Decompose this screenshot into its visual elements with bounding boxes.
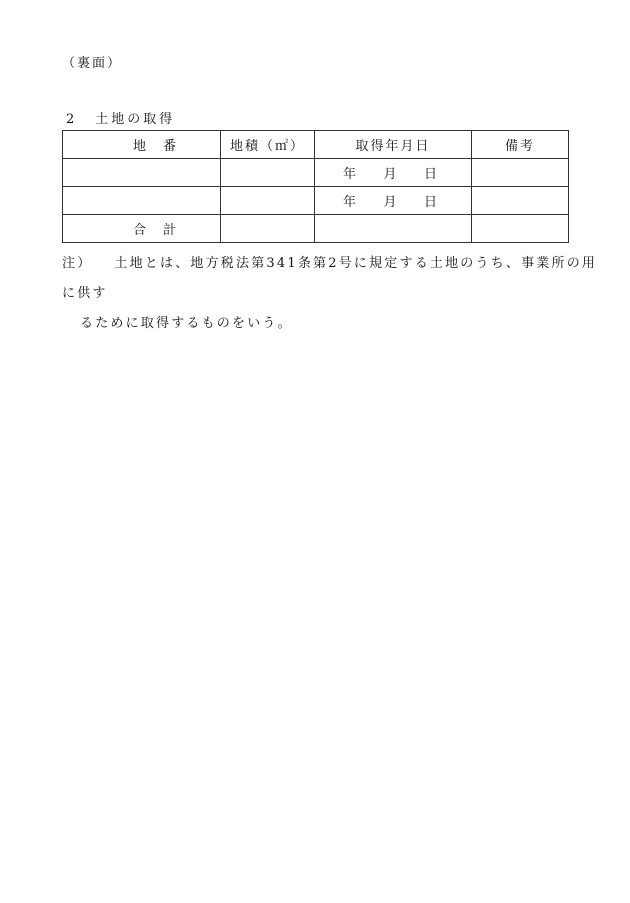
acquisition-date-cell[interactable]	[315, 159, 472, 187]
header-lot-number: 地 番	[63, 131, 221, 159]
footnote-text-1: 土地とは、地方税法第341条第2号に規定する土地のうち、事業所の用に供す	[62, 256, 598, 301]
header-acquisition-date: 取得年月日	[315, 131, 472, 159]
footnote-line-1	[62, 249, 602, 309]
section-heading	[66, 108, 175, 127]
day-label: 日	[423, 195, 439, 210]
total-label: 合 計	[63, 215, 221, 243]
footnote-prefix: 注）	[62, 256, 93, 271]
back-side-label: （裏面）	[62, 56, 123, 71]
total-row	[63, 215, 569, 243]
year-label: 年	[343, 167, 359, 182]
remarks-cell[interactable]	[472, 159, 569, 187]
area-cell[interactable]	[221, 159, 315, 187]
header-remarks: 備考	[472, 131, 569, 159]
area-cell[interactable]	[221, 187, 315, 215]
acquisition-date-cell[interactable]	[315, 187, 472, 215]
year-label: 年	[343, 195, 359, 210]
footnote	[62, 249, 602, 339]
total-date-cell	[315, 215, 472, 243]
total-remarks-cell[interactable]	[472, 215, 569, 243]
table-row	[63, 159, 569, 187]
day-label: 日	[423, 167, 439, 182]
header-area: 地積（㎡）	[221, 131, 315, 159]
lot-number-cell[interactable]	[63, 187, 221, 215]
month-label: 月	[383, 167, 399, 182]
section-title: 土地の取得	[95, 112, 176, 127]
section-number: 2	[66, 112, 78, 127]
footnote-line-2: るために取得するものをいう。	[80, 316, 293, 331]
month-label: 月	[383, 195, 399, 210]
lot-number-cell[interactable]	[63, 159, 221, 187]
remarks-cell[interactable]	[472, 187, 569, 215]
land-acquisition-table	[62, 130, 569, 243]
table-header-row	[63, 131, 569, 159]
total-area-cell[interactable]	[221, 215, 315, 243]
table-row	[63, 187, 569, 215]
